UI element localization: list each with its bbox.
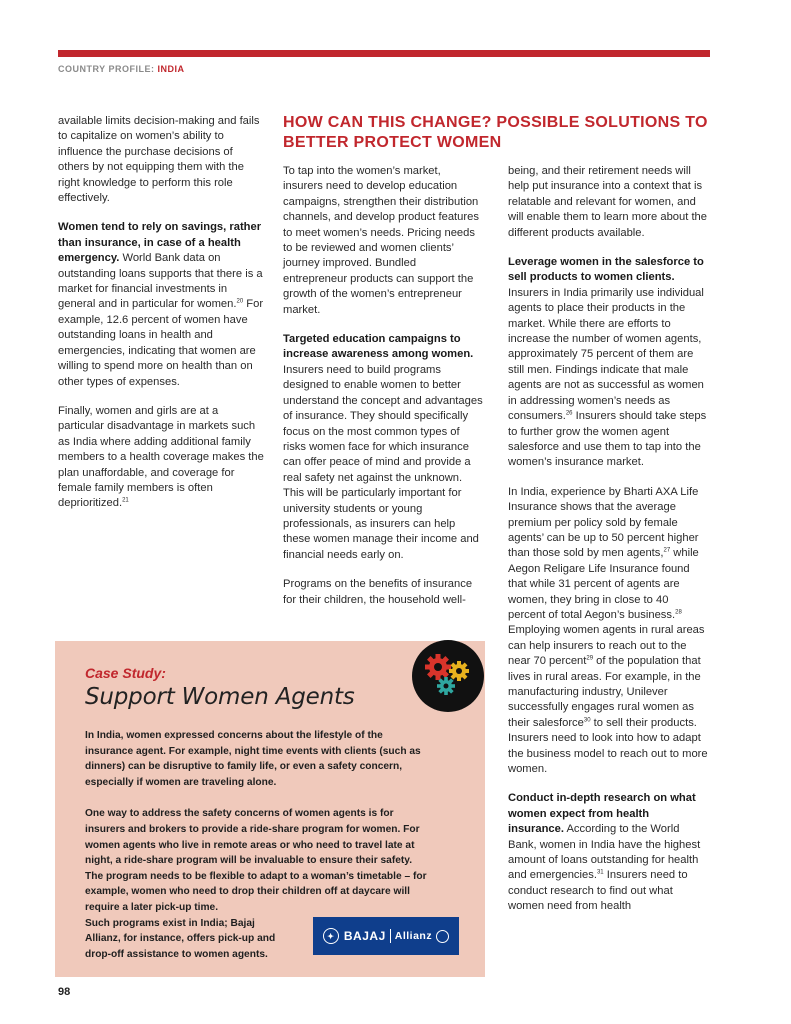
col3-lead-bold-2: Conduct in-depth research on what women expect from health insurance. [508, 792, 696, 836]
col3-paragraph-4: Conduct in-depth research on what women expect from health insurance. According to the World Bank, women in India have the highest amount of loans outstanding for health and emergencies.$^{31}$ Insurers need to conduct research to find out what women need from health [508, 792, 701, 913]
logo-allianz-text: Allianz [394, 930, 433, 942]
footnote-ref: 27 [663, 547, 671, 554]
column-3 [508, 164, 708, 929]
header-bar [58, 50, 710, 57]
col1-paragraph-2: Women tend to rely on savings, rather than insurance, in case of a health emergency. World Bank data on outstanding loans supports that there is a market for financial investments in general and in particular for women.$^{20}$ For example, 12.6 percent of women have outstanding loans in health and emergencies, indicating that women are willing to spend more on health than on other types of expenses. [58, 221, 264, 388]
gears-icon [412, 640, 484, 712]
col1-paragraph-1: available limits decision-making and fails to capitalize on women’s ability to influence the purchase decisions of others by not equipping them with the right knowledge to perform this role effectively. [58, 115, 260, 205]
col2-paragraph-3: Programs on the benefits of insurance for their children, the household well- [283, 578, 473, 606]
col2-lead-bold: Targeted education campaigns to increase awareness among women. [283, 333, 474, 361]
footnote-ref: 28 [675, 609, 682, 616]
running-header [58, 64, 185, 74]
footnote-ref: 26 [565, 410, 573, 417]
bajaj-allianz-logo [313, 917, 459, 955]
col3-lead-bold-1: Leverage women in the salesforce to sell products to women clients. [508, 256, 704, 284]
footnote-ref: 30 [583, 717, 591, 724]
section-heading: HOW CAN THIS CHANGE? POSSIBLE SOLUTIONS TO BETTER PROTECT WOMEN [283, 114, 708, 151]
country-label: INDIA [157, 64, 185, 74]
logo-divider [390, 929, 391, 943]
section-label: COUNTRY PROFILE: [58, 64, 155, 74]
case-study-title: Support Women Agents [85, 684, 355, 710]
column-1 [58, 114, 264, 526]
col3-paragraph-2: Leverage women in the salesforce to sell products to women clients. Insurers in India primarily use individual agents to place their products in the market. While there are efforts to increase the number of women agents, approximately 75 percent of them are still men. Findings indicate that male agents are not as successful as women in addressing women’s needs as consumers.$^{26}$ Insurers should take steps to further grow the women agent salesforce and use them to tap into the women’s insurance market. [508, 256, 707, 469]
footnote-ref: 29 [586, 655, 594, 662]
col2-paragraph-1: To tap into the women’s market, insurers need to develop education campaigns, strengthen their distribution channels, and develop product features to meet women’s needs. Pricing needs to be reviewed and women clients’ journey improved. Bundled entrepreneur products can support the growth of the women’s entrepreneur market. [283, 165, 479, 316]
bajaj-mark-icon: ✦ [323, 928, 339, 944]
case-paragraph-2: One way to address the safety concerns of women agents is for insurers and brokers to provide a ride-share program for women. For women agents who live in remote areas or who need to travel late at night, a ride-share program will be invaluable to ensure their safety. The program needs to be flexible to adapt to a woman’s timetable – for example, women who need to drop their children off at daycare will require a later pick-up time. [85, 808, 427, 913]
case-paragraph-1: In India, women expressed concerns about the lifestyle of the insurance agent. For example, night time events with clients (such as dinners) can be disruptive to family life, or even a safety concern, especially if women are traveling alone. [85, 730, 421, 788]
column-2 [283, 164, 483, 622]
page-number: 98 [58, 986, 71, 998]
col1-lead-bold: Women tend to rely on savings, rather than insurance, in case of a health emergency. [58, 221, 262, 265]
col3-paragraph-3: In India, experience by Bharti AXA Life Insurance shows that the average premium per policy sold by female agents’ can be up to 50 percent higher than those sold by men agents,$^{27}$ while Aegon Religare Life Insurance found that while 31 percent of agents are women, they bring in close to 40 percent of total Aegon’s business.$^{28}$ Employing women agents in rural areas can help insurers to reach out to the near 70 percent$^{29}$ of the population that lives in rural areas. For example, in the manufacturing industry, Unilever successfully engages rural women as their salesforce$^{30}$ to sell their products. Insurers need to look into how to adapt the business model to reach out to more women. [508, 485, 708, 776]
col2-paragraph-2: Targeted education campaigns to increase awareness among women. Insurers need to build programs designed to enable women to better understand the concept and advantages of insurance. They should specifically focus on the most common types of risks women face for which insurance can offer peace of mind and provide a real safety net against the unknown. This will be particularly important for university students or young professionals, as insurers can help these women manage their income and financial needs early on. [283, 333, 483, 561]
footnote-ref: 21 [122, 497, 129, 504]
col3-paragraph-1: being, and their retirement needs will help put insurance into a context that is relatable and relevant for women, and will enable them to learn more about the different products available. [508, 165, 708, 239]
col1-paragraph-3: Finally, women and girls are at a particular disadvantage in markets such as India where adding additional family members to a health coverage makes the plan unaffordable, and coverage for female family members is often deprioritized.$^{21}$ [58, 404, 264, 510]
logo-bajaj-text: BAJAJ [343, 929, 386, 943]
case-study-label: Case Study: [85, 665, 166, 681]
allianz-eagle-icon [436, 930, 449, 943]
case-paragraph-3: Such programs exist in India; Bajaj Allianz, for instance, offers pick-up and drop-off assistance to women agents. [85, 917, 276, 960]
footnote-ref: 31 [596, 869, 604, 876]
footnote-ref: 20 [236, 298, 244, 305]
